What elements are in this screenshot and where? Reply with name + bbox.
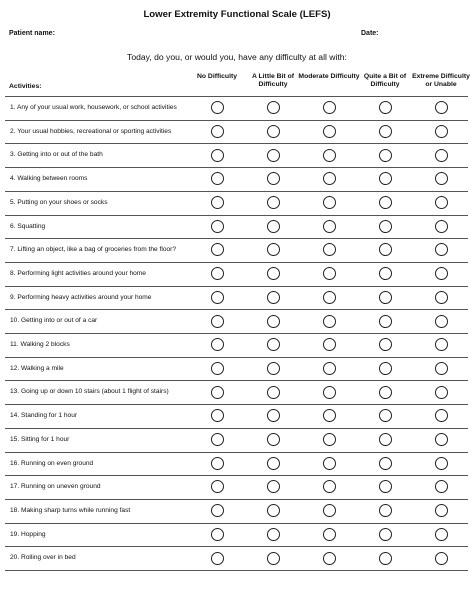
rating-radio-option-3[interactable] [379, 315, 392, 328]
rating-radio-option-0[interactable] [211, 552, 224, 565]
rating-radio-option-2[interactable] [323, 386, 336, 399]
rating-radio-option-3[interactable] [379, 172, 392, 185]
rating-radio-option-3[interactable] [379, 125, 392, 138]
rating-radio-option-2[interactable] [323, 267, 336, 280]
activity-label: 16. Running on even ground [10, 459, 94, 467]
activity-row [5, 262, 468, 286]
activity-label: 17. Running on uneven ground [10, 483, 101, 491]
activity-row [5, 143, 468, 167]
rating-radio-option-0[interactable] [211, 433, 224, 446]
column-header-no-difficulty: No Difficulty [196, 73, 238, 80]
rating-radio-option-2[interactable] [323, 243, 336, 256]
activity-label: 15. Sitting for 1 hour [10, 435, 70, 443]
rating-radio-option-4[interactable] [435, 291, 448, 304]
activity-label: 20. Rolling over in bed [10, 554, 76, 562]
rating-radio-option-0[interactable] [211, 125, 224, 138]
activity-label: 4. Walking between rooms [10, 175, 88, 183]
rating-radio-option-1[interactable] [267, 528, 280, 541]
rating-radio-option-1[interactable] [267, 315, 280, 328]
rating-radio-option-3[interactable] [379, 196, 392, 209]
rating-radio-option-1[interactable] [267, 196, 280, 209]
rating-radio-option-0[interactable] [211, 101, 224, 114]
rating-radio-option-0[interactable] [211, 504, 224, 517]
activity-row [5, 404, 468, 428]
activity-label: 12. Walking a mile [10, 364, 64, 372]
rating-radio-option-3[interactable] [379, 386, 392, 399]
rating-radio-option-3[interactable] [379, 552, 392, 565]
activity-row [5, 309, 468, 333]
rating-radio-option-1[interactable] [267, 338, 280, 351]
activity-row [5, 428, 468, 452]
activity-row [5, 191, 468, 215]
activity-label: 9. Performing heavy activities around your home [10, 293, 152, 301]
rating-radio-option-4[interactable] [435, 196, 448, 209]
activity-row [5, 546, 468, 570]
activity-label: 13. Going up or down 10 stairs (about 1 flight of stairs) [10, 388, 169, 396]
activity-row [5, 167, 468, 191]
rating-radio-option-1[interactable] [267, 101, 280, 114]
rating-radio-option-2[interactable] [323, 362, 336, 375]
activities-label: Activities: [9, 83, 42, 90]
rating-radio-option-1[interactable] [267, 125, 280, 138]
rating-radio-option-0[interactable] [211, 528, 224, 541]
rating-radio-option-1[interactable] [267, 433, 280, 446]
rating-radio-option-3[interactable] [379, 338, 392, 351]
rating-radio-option-2[interactable] [323, 172, 336, 185]
rating-radio-option-2[interactable] [323, 504, 336, 517]
rating-radio-option-3[interactable] [379, 101, 392, 114]
rating-radio-option-0[interactable] [211, 291, 224, 304]
rating-radio-option-3[interactable] [379, 409, 392, 422]
activity-row [5, 238, 468, 262]
rating-radio-option-0[interactable] [211, 196, 224, 209]
activity-label: 3. Getting into or out of the bath [10, 151, 103, 159]
rating-radio-option-0[interactable] [211, 386, 224, 399]
activity-label: 7. Lifting an object, like a bag of groceries from the floor? [10, 246, 177, 254]
rating-radio-option-2[interactable] [323, 101, 336, 114]
rating-radio-option-1[interactable] [267, 362, 280, 375]
rating-radio-option-0[interactable] [211, 457, 224, 470]
rating-radio-option-2[interactable] [323, 220, 336, 233]
rating-radio-option-4[interactable] [435, 552, 448, 565]
rating-radio-option-3[interactable] [379, 480, 392, 493]
activity-row [5, 120, 468, 144]
rating-radio-option-4[interactable] [435, 220, 448, 233]
column-header-moderate-difficulty: Moderate Difficulty [298, 73, 360, 80]
rating-radio-option-4[interactable] [435, 504, 448, 517]
activity-row [5, 96, 468, 120]
rating-radio-option-2[interactable] [323, 149, 336, 162]
activity-row [5, 452, 468, 476]
rating-radio-option-1[interactable] [267, 291, 280, 304]
date-label: Date: [361, 30, 379, 37]
rating-radio-option-0[interactable] [211, 362, 224, 375]
rating-radio-option-3[interactable] [379, 362, 392, 375]
rating-radio-option-1[interactable] [267, 504, 280, 517]
rating-radio-option-1[interactable] [267, 480, 280, 493]
rating-radio-option-4[interactable] [435, 433, 448, 446]
rating-radio-option-4[interactable] [435, 480, 448, 493]
activity-label: 6. Squatting [10, 222, 46, 230]
activity-label: 11. Walking 2 blocks [10, 341, 70, 348]
activity-label: 18. Making sharp turns while running fast [10, 506, 131, 514]
rating-radio-option-0[interactable] [211, 243, 224, 256]
rating-radio-option-1[interactable] [267, 243, 280, 256]
rating-radio-option-4[interactable] [435, 315, 448, 328]
rating-radio-option-4[interactable] [435, 149, 448, 162]
row-divider [5, 570, 468, 571]
rating-radio-option-4[interactable] [435, 362, 448, 375]
rating-radio-option-1[interactable] [267, 386, 280, 399]
rating-radio-option-3[interactable] [379, 149, 392, 162]
rating-radio-option-3[interactable] [379, 267, 392, 280]
rating-radio-option-0[interactable] [211, 338, 224, 351]
rating-radio-option-2[interactable] [323, 196, 336, 209]
rating-radio-option-3[interactable] [379, 433, 392, 446]
activity-row [5, 333, 468, 357]
rating-radio-option-1[interactable] [267, 220, 280, 233]
activity-label: 2. Your usual hobbies, recreational or sporting activities [10, 127, 172, 135]
rating-radio-option-4[interactable] [435, 125, 448, 138]
rating-radio-option-2[interactable] [323, 409, 336, 422]
activity-row [5, 215, 468, 239]
rating-radio-option-2[interactable] [323, 528, 336, 541]
rating-radio-option-1[interactable] [267, 409, 280, 422]
rating-radio-option-2[interactable] [323, 125, 336, 138]
rating-radio-option-1[interactable] [267, 457, 280, 470]
rating-radio-option-0[interactable] [211, 220, 224, 233]
rating-radio-option-1[interactable] [267, 149, 280, 162]
rating-radio-option-0[interactable] [211, 267, 224, 280]
patient-name-label: Patient name: [9, 30, 55, 37]
rating-radio-option-2[interactable] [323, 433, 336, 446]
column-header-little-difficulty: A Little Bit of Difficulty [251, 73, 295, 88]
rating-radio-option-0[interactable] [211, 172, 224, 185]
rating-radio-option-3[interactable] [379, 457, 392, 470]
rating-radio-option-3[interactable] [379, 243, 392, 256]
rating-radio-option-4[interactable] [435, 457, 448, 470]
activity-row [5, 286, 468, 310]
activity-row [5, 475, 468, 499]
rating-radio-option-4[interactable] [435, 172, 448, 185]
rating-radio-option-0[interactable] [211, 315, 224, 328]
rating-radio-option-3[interactable] [379, 220, 392, 233]
rating-radio-option-0[interactable] [211, 149, 224, 162]
rating-radio-option-1[interactable] [267, 267, 280, 280]
rating-radio-option-1[interactable] [267, 552, 280, 565]
rating-radio-option-1[interactable] [267, 172, 280, 185]
rating-radio-option-4[interactable] [435, 338, 448, 351]
activity-row [5, 380, 468, 404]
rating-radio-option-2[interactable] [323, 315, 336, 328]
activity-row [5, 357, 468, 381]
rating-radio-option-2[interactable] [323, 480, 336, 493]
activity-label: 19. Hopping [10, 530, 46, 538]
form-title: Lower Extremity Functional Scale (LEFS) [143, 9, 331, 20]
rating-radio-option-4[interactable] [435, 386, 448, 399]
activity-label: 8. Performing light activities around your home [10, 269, 146, 277]
rating-radio-option-4[interactable] [435, 409, 448, 422]
rating-radio-option-0[interactable] [211, 409, 224, 422]
activity-row [5, 523, 468, 547]
column-header-extreme-difficulty: Extreme Difficulty or Unable [412, 73, 470, 88]
activity-label: 1. Any of your usual work, housework, or school activities [10, 104, 177, 111]
activity-label: 5. Putting on your shoes or socks [10, 198, 108, 206]
activity-row [5, 499, 468, 523]
rating-radio-option-3[interactable] [379, 504, 392, 517]
rating-radio-option-2[interactable] [323, 457, 336, 470]
rating-radio-option-4[interactable] [435, 243, 448, 256]
rating-radio-option-3[interactable] [379, 291, 392, 304]
rating-radio-option-4[interactable] [435, 101, 448, 114]
column-header-quite-a-bit-difficulty: Quite a Bit of Difficulty [363, 73, 407, 88]
rating-radio-option-3[interactable] [379, 528, 392, 541]
rating-radio-option-2[interactable] [323, 552, 336, 565]
rating-radio-option-2[interactable] [323, 338, 336, 351]
activity-label: 14. Standing for 1 hour [10, 412, 78, 420]
instruction-question: Today, do you, or would you, have any difficulty at all with: [127, 52, 347, 62]
rating-radio-option-2[interactable] [323, 291, 336, 304]
activity-label: 10. Getting into or out of a car [10, 317, 98, 325]
rating-radio-option-4[interactable] [435, 267, 448, 280]
rating-radio-option-0[interactable] [211, 480, 224, 493]
rating-radio-option-4[interactable] [435, 528, 448, 541]
